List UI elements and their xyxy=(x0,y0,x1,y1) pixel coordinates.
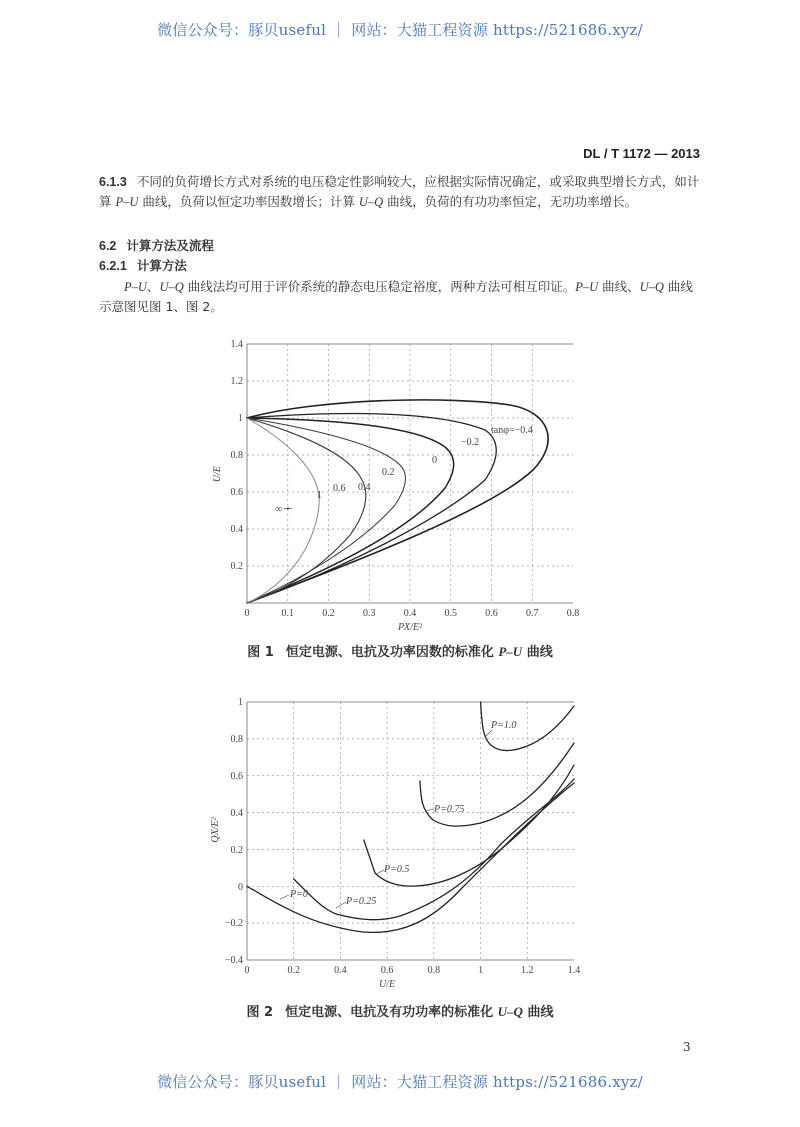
curve-tan-0.4 xyxy=(247,418,366,603)
uq-curve-chart xyxy=(200,690,600,995)
svg-text:0.5: 0.5 xyxy=(444,608,457,619)
svg-text:1.4: 1.4 xyxy=(567,965,581,976)
body-text-b: 曲线、 xyxy=(598,279,640,294)
x-axis-label: PX/E² xyxy=(397,622,423,633)
svg-text:0.8: 0.8 xyxy=(566,608,580,619)
pu-curve-chart xyxy=(200,330,600,635)
svg-text:−0.2: −0.2 xyxy=(461,437,480,448)
svg-text:0.4: 0.4 xyxy=(358,482,371,493)
x-tick-labels xyxy=(245,608,580,619)
svg-text:1: 1 xyxy=(478,965,484,976)
svg-text:P=1.0: P=1.0 xyxy=(491,720,517,731)
separator: 、 xyxy=(146,279,160,294)
section-number: 6.2.1 xyxy=(99,259,127,273)
svg-text:0.8: 0.8 xyxy=(230,450,243,461)
svg-text:1.2: 1.2 xyxy=(521,965,534,976)
svg-text:0.8: 0.8 xyxy=(230,734,243,745)
caption-term: U–Q xyxy=(497,1004,523,1019)
caption-term: P–U xyxy=(498,644,523,659)
svg-text:1.2: 1.2 xyxy=(230,376,243,387)
uq-term: U–Q xyxy=(358,195,384,209)
section-title: 计算方法 xyxy=(136,258,187,273)
clause-text-b: 曲线，负荷以恒定功率因数增长；计算 xyxy=(138,194,359,209)
svg-text:0: 0 xyxy=(432,455,437,466)
section-number: 6.2 xyxy=(99,239,117,253)
y-tick-labels xyxy=(231,339,244,572)
clause-text-a: 不同的负荷增长方式对系统的电压稳定性影响较大，应根据实际情况确定，或采取典型增长方式，如计算 xyxy=(99,174,700,209)
watermark-bottom: 微信公众号：豚贝useful ｜ 网站：大猫工程资源 https://521686.xyz/ xyxy=(157,1073,643,1091)
svg-text:0: 0 xyxy=(244,965,250,976)
body-text-a: 曲线法均可用于评价系统的静态电压稳定裕度，两种方法可相互印证。 xyxy=(183,279,576,294)
svg-text:0: 0 xyxy=(244,608,250,619)
svg-text:−0.4: −0.4 xyxy=(224,955,243,966)
figure-label: 图 1 xyxy=(247,645,274,660)
grid-lines xyxy=(247,702,574,960)
svg-text:P=0.75: P=0.75 xyxy=(434,804,465,815)
x-axis-label: U/E xyxy=(378,979,396,990)
svg-text:P=0.25: P=0.25 xyxy=(346,896,377,907)
svg-text:P=0: P=0 xyxy=(290,889,308,900)
body-text-c: 曲线示意图见图 1、图 2。 xyxy=(99,279,693,314)
clause-text-c: 曲线，负荷的有功功率恒定，无功功率增长。 xyxy=(383,194,638,209)
svg-text:0.4: 0.4 xyxy=(230,808,243,819)
svg-text:P=0.5: P=0.5 xyxy=(384,864,410,875)
curve-labels xyxy=(289,720,516,907)
svg-text:0.6: 0.6 xyxy=(485,608,498,619)
x-tick-labels xyxy=(245,965,581,976)
section-heading-6-2-1 xyxy=(99,256,704,276)
svg-text:0.1: 0.1 xyxy=(281,608,294,619)
section-heading-6-2 xyxy=(99,236,704,256)
svg-text:0.6: 0.6 xyxy=(333,483,346,494)
svg-text:0.2: 0.2 xyxy=(382,467,395,478)
curve-p-0 xyxy=(247,783,574,932)
caption-text-end: 曲线 xyxy=(522,645,553,660)
svg-text:tanφ=−0.4: tanφ=−0.4 xyxy=(491,425,533,436)
curve-tan-0.2 xyxy=(247,418,405,603)
uq-term: U–Q xyxy=(639,280,664,294)
figure-1-caption xyxy=(0,641,800,660)
svg-text:1: 1 xyxy=(238,697,243,708)
axes-frame xyxy=(247,702,574,960)
svg-text:0.4: 0.4 xyxy=(334,965,347,976)
svg-text:0.6: 0.6 xyxy=(230,487,243,498)
svg-text:1: 1 xyxy=(238,413,243,424)
clause-6-1-3 xyxy=(99,172,704,212)
svg-text:0.3: 0.3 xyxy=(363,608,376,619)
svg-text:1.4: 1.4 xyxy=(230,339,243,350)
svg-text:−0.2: −0.2 xyxy=(224,918,243,929)
svg-text:0.2: 0.2 xyxy=(322,608,335,619)
caption-text: 恒定电源、电抗及有功功率的标准化 xyxy=(285,1005,498,1020)
svg-text:∞: ∞ xyxy=(275,504,283,515)
y-axis-label: QX/E² xyxy=(210,817,221,843)
clause-number: 6.1.3 xyxy=(99,175,127,189)
figure-2-caption xyxy=(0,1001,800,1020)
svg-text:0.6: 0.6 xyxy=(230,771,243,782)
curve-tan-1 xyxy=(247,418,319,603)
uq-term: U–Q xyxy=(159,280,184,294)
pu-term: P–U xyxy=(115,195,139,209)
svg-text:0.8: 0.8 xyxy=(427,965,441,976)
svg-text:0.4: 0.4 xyxy=(230,524,243,535)
svg-text:0: 0 xyxy=(238,882,243,893)
y-axis-label: U/E xyxy=(212,465,223,483)
svg-text:0.6: 0.6 xyxy=(380,965,394,976)
caption-text: 恒定电源、电抗及功率因数的标准化 xyxy=(285,645,499,660)
standard-code: DL / T 1172 — 2013 xyxy=(583,146,700,161)
clause-6-2-1-body xyxy=(99,277,704,316)
pu-term: P–U xyxy=(124,280,147,294)
svg-text:0.2: 0.2 xyxy=(287,965,300,976)
svg-text:1: 1 xyxy=(317,490,322,501)
svg-text:0.2: 0.2 xyxy=(230,845,243,856)
svg-text:0.7: 0.7 xyxy=(526,608,539,619)
page-number: 3 xyxy=(683,1040,691,1054)
watermark-top: 微信公众号：豚贝useful ｜ 网站：大猫工程资源 https://521686.xyz/ xyxy=(157,21,643,39)
section-title: 计算方法及流程 xyxy=(126,238,214,253)
y-tick-labels xyxy=(225,697,243,966)
svg-text:0.4: 0.4 xyxy=(403,608,417,619)
caption-text-end: 曲线 xyxy=(522,1005,554,1020)
svg-text:0.2: 0.2 xyxy=(230,561,243,572)
pu-term: P–U xyxy=(575,280,599,294)
figure-label: 图 2 xyxy=(246,1005,274,1020)
